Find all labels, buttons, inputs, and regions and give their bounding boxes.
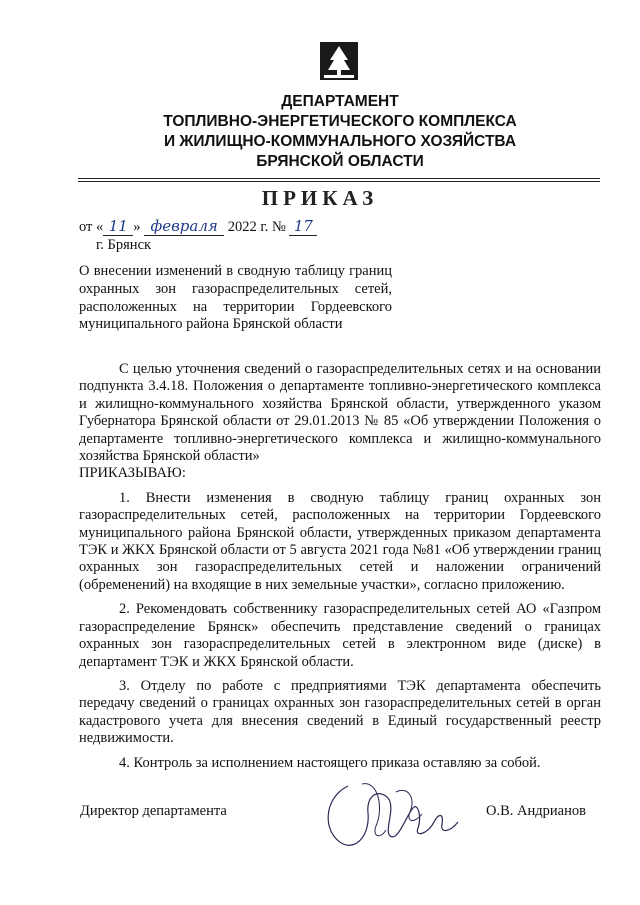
date-mid: » [133, 219, 141, 235]
header-rule-thin [78, 181, 600, 182]
preamble-paragraph: С целью уточнения сведений о газораспределительных сетях и на основании подпункта 3.4.18. Положения о департаменте топливно-энергетического комплекса и жилищно-коммунального хозяйства Брянской области, утвержденного указом Губернатора Брянской области от 29.01.2013 № 85 «Об утверждении Положения о департаменте топливно-энергетического комплекса и жилищно-коммунального хозяйства Брянской области» [79, 361, 601, 465]
order-item-3: 3. Отделу по работе с предприятиями ТЭК департамента обеспечить передачу сведений о границах охранных зон газораспределительных сетей в орган кадастрового учета для внесения сведений в Единый государственный реестр недвижимости. [79, 677, 601, 747]
order-year: 2022 г. [227, 219, 269, 235]
order-subject: О внесении изменений в сводную таблицу границ охранных зон газораспределительных сетей, расположенных на территории Гордеевского муниципального района Брянской области [79, 263, 392, 333]
signer-title: Директор департамента [80, 803, 227, 819]
order-city: г. Брянск [96, 237, 152, 253]
header-line-4: БРЯНСКОЙ ОБЛАСТИ [256, 153, 424, 170]
order-item-1: 1. Внести изменения в сводную таблицу границ охранных зон газораспределительных сетей, расположенных на территории Гордеевского муниципального района Брянской области, утвержденных приказом департамента ТЭК и ЖКХ Брянской области от 5 августа 2021 года №81 «Об утверждении границ охранных зон газораспределительных сетей и наложении ограничений (обременений) на входящие в них земельные участки», согласно приложению. [79, 489, 601, 593]
date-prefix: от « [79, 219, 104, 235]
order-month: февраля [144, 217, 224, 236]
header-line-3: И ЖИЛИЩНО-КОММУНАЛЬНОГО ХОЗЯЙСТВА [163, 133, 517, 150]
order-day: 11 [103, 217, 133, 236]
coat-of-arms-icon [318, 40, 360, 82]
signer-name: О.В. Андрианов [486, 803, 586, 819]
order-number: 17 [289, 217, 317, 236]
header-rule [78, 178, 600, 179]
order-title: ПРИКАЗ [261, 186, 379, 210]
header-line-2: ТОПЛИВНО-ЭНЕРГЕТИЧЕСКОГО КОМПЛЕКСА [163, 113, 517, 130]
order-date-line [79, 217, 317, 236]
order-number-label: № [271, 219, 286, 235]
order-body [79, 361, 601, 772]
order-item-2: 2. Рекомендовать собственнику газораспределительных сетей АО «Газпром газораспределение Брянск» обеспечить представление сведений о границах охранных зон газораспределительных сетей в электронном виде (диске) в департамент ТЭК и ЖКХ Брянской области. [79, 601, 601, 670]
command-word: ПРИКАЗЫВАЮ: [79, 465, 186, 482]
handwritten-signature [318, 778, 463, 848]
department-header [120, 92, 560, 172]
header-line-1: ДЕПАРТАМЕНТ [281, 93, 399, 110]
order-item-4: 4. Контроль за исполнением настоящего приказа оставляю за собой. [119, 754, 541, 771]
